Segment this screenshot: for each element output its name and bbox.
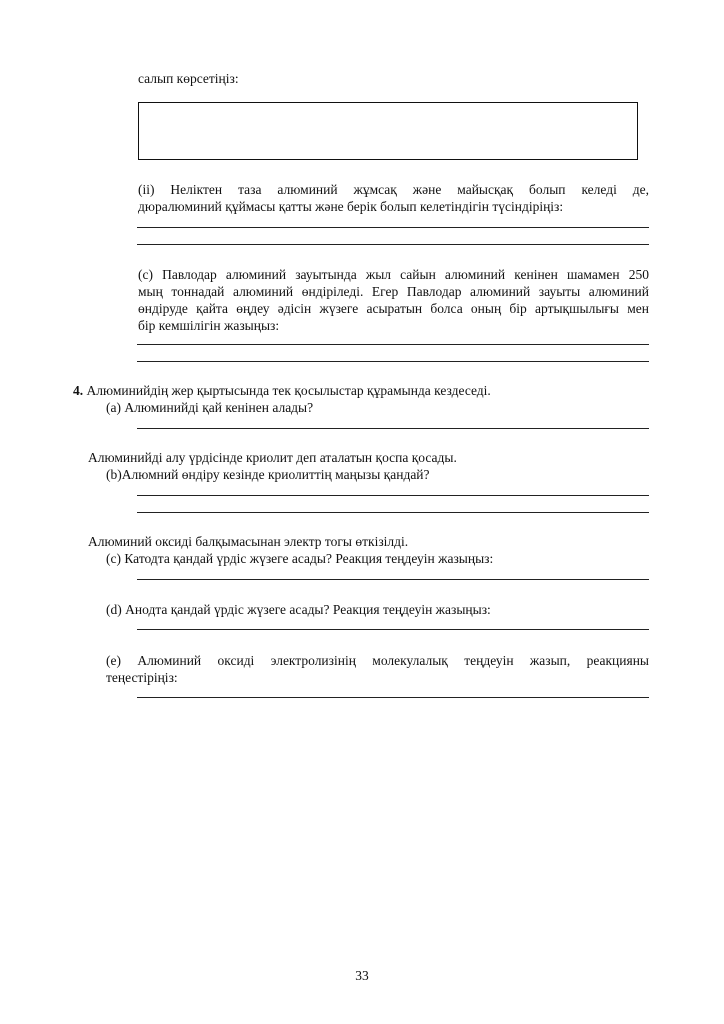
q3-c-line4: бір кемшілігін жазыңыз:: [138, 318, 280, 333]
answer-line[interactable]: [137, 495, 649, 496]
answer-line[interactable]: [137, 697, 649, 698]
answer-line[interactable]: [137, 344, 649, 345]
answer-line[interactable]: [137, 579, 649, 580]
q4-c: (c) Катодта қандай үрдіс жүзеге асады? Реакция теңдеуін жазыңыз:: [106, 551, 494, 566]
q3-c-line1: (c) Павлодар алюминий зауытында жыл сайын алюминий кенінен шамамен 250: [138, 267, 649, 282]
q4-b: (b)Алюмний өндіру кезінде криолиттің маңызы қандай?: [106, 467, 430, 482]
page-number: 33: [355, 968, 369, 983]
intro-text: салып көрсетіңіз:: [138, 71, 239, 86]
q3-c-line2: мың тоннадай алюминий өндіріледі. Егер Павлодар алюминий зауыты алюминий: [138, 284, 649, 299]
q4-number: 4.: [73, 383, 84, 398]
q4-e-line1: (e) Алюминий оксиді электролизінің молекулалық теңдеуін жазып, реакцияны: [106, 653, 649, 668]
answer-line[interactable]: [137, 227, 649, 228]
q3-ii-line1: (ii) Неліктен таза алюминий жұмсақ және майысқақ болып келеді де,: [138, 182, 649, 197]
answer-line[interactable]: [137, 361, 649, 362]
answer-line[interactable]: [137, 244, 649, 245]
q4-stem: [73, 382, 491, 400]
q4-d: (d) Анодта қандай үрдіс жүзеге асады? Реакция теңдеуін жазыңыз:: [106, 602, 491, 617]
q4-electro-stem: Алюминий оксиді балқымасынан электр тогы өткізілді.: [88, 534, 409, 549]
answer-box[interactable]: [138, 102, 638, 160]
answer-line[interactable]: [137, 428, 649, 429]
answer-line[interactable]: [137, 629, 649, 630]
q3-c-line3: өндіруде қайта өңдеу әдісін жүзеге асыратын болса оның бір артықшылығы мен: [138, 301, 649, 316]
q4-stem-text: Алюминийдің жер қыртысында тек қосылыстар құрамында кездеседі.: [83, 383, 491, 398]
q4-cryolite-stem: Алюминийді алу үрдісінде криолит деп аталатын қоспа қосады.: [88, 450, 457, 465]
q3-ii-line2: дюралюминий құймасы қатты және берік болып келетіндігін түсіндіріңіз:: [138, 199, 564, 214]
answer-line[interactable]: [137, 512, 649, 513]
q4-e-line2: теңестіріңіз:: [106, 670, 178, 685]
q4-a: (a) Алюминийді қай кенінен алады?: [106, 400, 314, 415]
